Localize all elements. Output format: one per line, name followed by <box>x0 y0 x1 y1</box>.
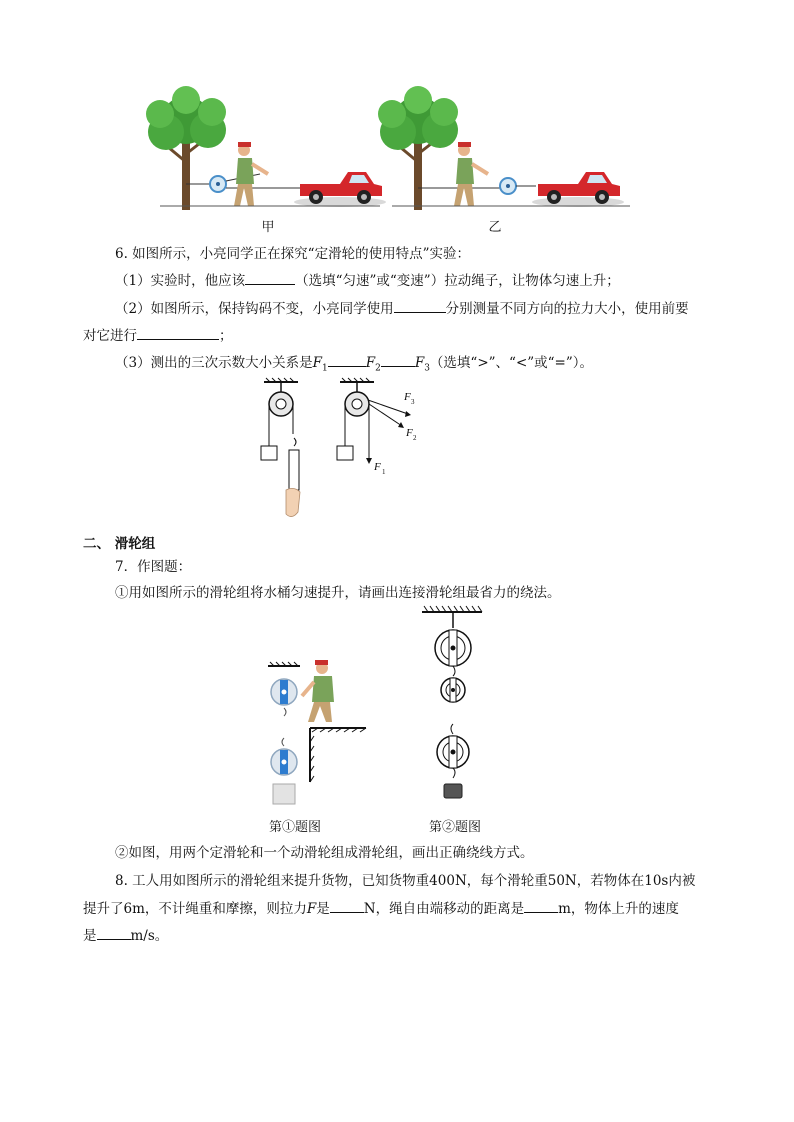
caption-yi: 乙 <box>488 220 502 235</box>
q8-line2 <box>83 898 679 919</box>
svg-text:F: F <box>406 427 413 439</box>
q6-part2 <box>115 298 689 319</box>
sub-1: 1 <box>321 363 328 374</box>
q8-text-b: 是 <box>316 901 330 917</box>
symbol-f1: F <box>312 355 322 371</box>
symbol-f: F <box>306 901 317 917</box>
q8-text-f: m/s。 <box>130 928 169 944</box>
sub-3: 3 <box>424 363 430 374</box>
section-heading: 二、 滑轮组 <box>83 536 156 552</box>
q8-blank-1[interactable] <box>330 898 364 913</box>
q6-part3 <box>115 352 593 379</box>
q6-part2-text-b: 分别测量不同方向的拉力大小，使用前要 <box>445 301 689 317</box>
q8-text-c: N，绳自由端移动的距离是 <box>363 901 525 917</box>
q8-text-e: 是 <box>83 928 97 944</box>
q6-blank-3[interactable] <box>137 325 219 340</box>
q8-blank-3[interactable] <box>97 925 131 940</box>
q6-blank-4[interactable] <box>328 352 366 367</box>
sub-2: 2 <box>375 363 381 374</box>
figure-pulley-set <box>418 606 488 802</box>
q6-blank-5[interactable] <box>381 352 415 367</box>
svg-text:F: F <box>404 391 411 403</box>
scene-jia <box>146 86 386 210</box>
figure-pulley-worker <box>262 656 372 808</box>
svg-text:F: F <box>374 461 381 473</box>
q6-part1 <box>115 270 620 291</box>
symbol-f3: F <box>414 355 425 371</box>
q8-text-a: 提升了6m，不计绳重和摩擦，则拉力 <box>83 901 307 917</box>
q7-part1: ①用如图所示的滑轮组将水桶匀速提升，请画出连接滑轮组最省力的绕法。 <box>115 585 561 601</box>
svg-text:3: 3 <box>411 398 415 406</box>
q8-text-d: m，物体上升的速度 <box>558 901 679 917</box>
q6-title: 6. 如图所示，小亮同学正在探究“定滑轮的使用特点”实验： <box>115 246 470 262</box>
q6-part3-text-b: （选填“>”、“<”或“=”）。 <box>429 355 594 371</box>
figure-fixed-pulley <box>256 378 416 520</box>
q8-line3 <box>83 925 168 946</box>
q6-part2-text-d: ； <box>219 328 233 344</box>
q6-blank-2[interactable] <box>394 298 446 313</box>
symbol-f2: F <box>365 355 376 371</box>
q6-part2-text-a: （2）如图所示，保持钩码不变，小亮同学使用 <box>115 301 394 317</box>
figure-tree-truck <box>130 92 650 212</box>
svg-text:2: 2 <box>413 434 417 442</box>
q6-part3-text-a: （3）测出的三次示数大小关系是 <box>115 355 313 371</box>
q6-part2-text-c: 对它进行 <box>83 328 137 344</box>
q7-title: 7．作图题： <box>115 559 192 575</box>
q7-part2: ②如图，用两个定滑轮和一个动滑轮组成滑轮组，画出正确绕线方式。 <box>115 845 534 861</box>
caption-jia: 甲 <box>261 220 275 235</box>
caption-figure-2: 第②题图 <box>428 820 481 835</box>
q8-line1: 8. 工人用如图所示的滑轮组来提升货物，已知货物重400N，每个滑轮重50N，若物体在10s内被 <box>115 873 696 889</box>
caption-figure-1: 第①题图 <box>268 820 321 835</box>
q6-part1-text-a: （1）实验时，他应该 <box>115 273 246 289</box>
q6-part1-text-b: （选填“匀速”或“变速”）拉动绳子，让物体匀速上升； <box>295 273 620 289</box>
q6-part2-cont <box>83 325 233 346</box>
q8-blank-2[interactable] <box>524 898 558 913</box>
q6-blank-1[interactable] <box>245 270 295 285</box>
scene-yi <box>378 86 630 210</box>
svg-text:1: 1 <box>382 468 386 476</box>
